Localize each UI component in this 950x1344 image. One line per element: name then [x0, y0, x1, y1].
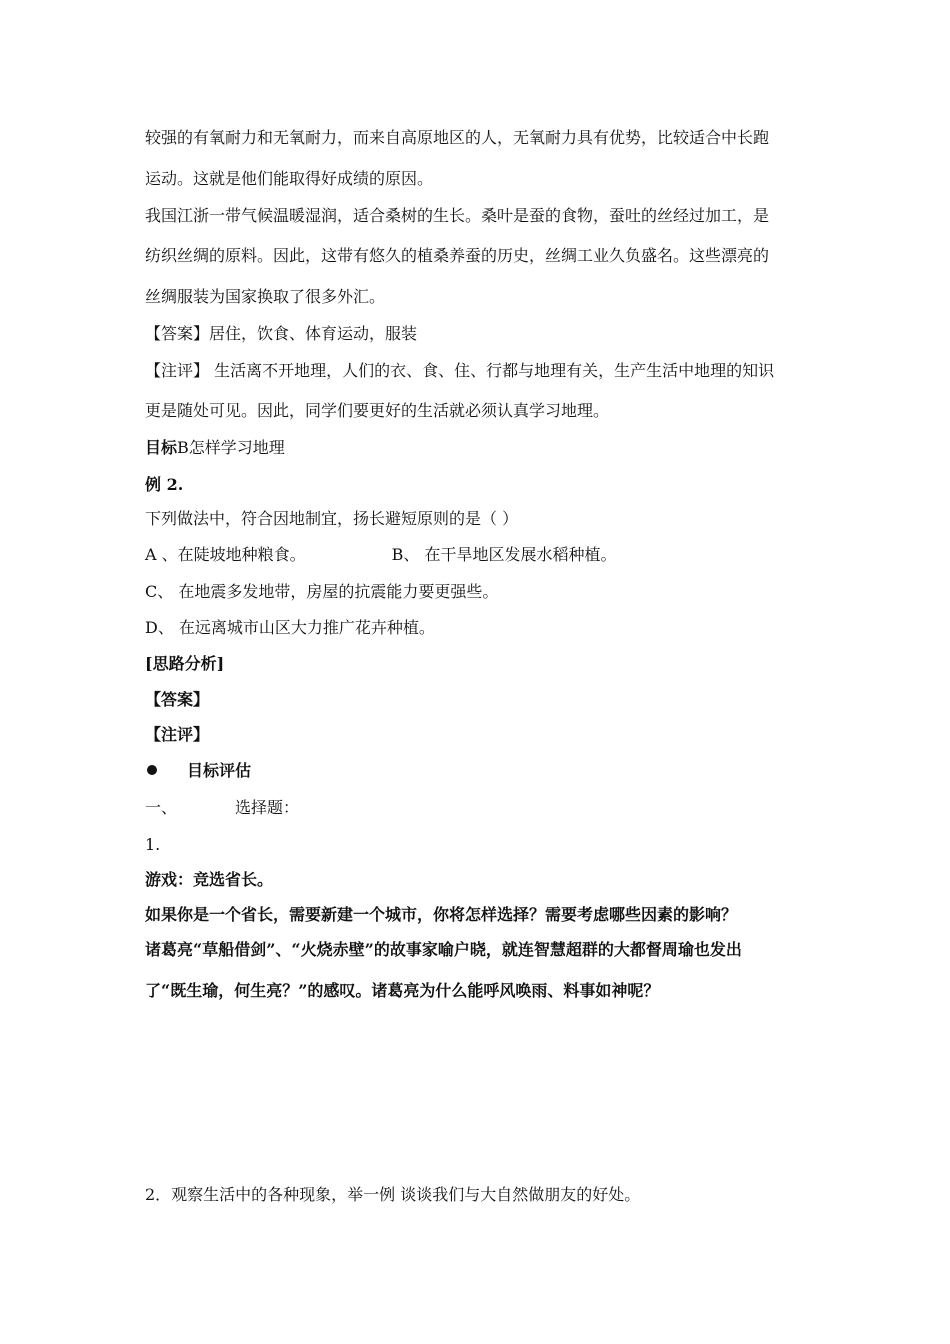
option-b: B、 在干旱地区发展水稻种植。	[391, 545, 617, 564]
evaluation-heading	[145, 760, 251, 782]
option-c: C、 在地震多发地带，房屋的抗震能力要更强些。	[145, 582, 499, 601]
analysis-label: [思路分析]	[145, 654, 225, 673]
question-text: 下列做法中，符合因地制宜，扬长避短原则的是（ ）	[145, 509, 519, 528]
answer-line: 【答案】居住，饮食、体育运动，服装	[145, 324, 418, 343]
target-b-heading	[145, 437, 285, 459]
item-2: 2．观察生活中的各种现象，举一例 谈谈我们与大自然做朋友的好处。	[145, 1185, 641, 1204]
comment-line: 更是随处可见。因此，同学们要更好的生活就必须认真学习地理。	[145, 401, 610, 420]
zhuge-line: 了“既生瑜，何生亮？”的感叹。诸葛亮为什么能呼风唤雨、料事如神呢？	[145, 981, 660, 1000]
paragraph-line: 丝绸服装为国家换取了很多外汇。	[145, 287, 386, 306]
question-city: 如果你是一个省长，需要新建一个城市，你将怎样选择？需要考虑哪些因素的影响？	[145, 905, 738, 924]
option-d: D、 在远离城市山区大力推广花卉种植。	[145, 618, 435, 637]
evaluation-title: 目标评估	[187, 761, 252, 780]
paragraph-line: 我国江浙一带气候温暖湿润，适合桑树的生长。桑叶是蚕的食物，蚕吐的丝经过加工，是	[145, 206, 770, 225]
section-title: 选择题：	[235, 798, 300, 817]
answer-label: 【答案】	[145, 690, 210, 709]
item-number: 1.	[145, 835, 161, 854]
option-a: A 、在陡坡地种粮食。	[145, 545, 306, 564]
comment-line: 【注评】 生活离不开地理，人们的衣、食、住、行都与地理有关，生产生活中地理的知识	[145, 361, 775, 380]
paragraph-line: 较强的有氧耐力和无氧耐力，而来自高原地区的人，无氧耐力具有优势，比较适合中长跑	[145, 128, 770, 147]
paragraph-line: 运动。这就是他们能取得好成绩的原因。	[145, 169, 434, 188]
game-title: 游戏：竞选省长。	[145, 870, 274, 889]
target-title: B怎样学习地理	[177, 438, 285, 457]
section-heading	[145, 797, 299, 819]
example-label: 例 2.	[145, 475, 184, 494]
paragraph-line: 纺织丝绸的原料。因此，这带有悠久的植桑养蚕的历史，丝绸工业久负盛名。这些漂亮的	[145, 246, 770, 265]
zhuge-line: 诸葛亮“草船借剑”、“火烧赤壁”的故事家喻户晓，就连智慧超群的大都督周瑜也发出	[145, 940, 742, 959]
option-row	[145, 544, 617, 566]
target-label: 目标	[145, 438, 178, 457]
section-number: 一、	[145, 798, 178, 817]
comment-label: 【注评】	[145, 725, 210, 744]
bullet-icon	[147, 765, 157, 775]
